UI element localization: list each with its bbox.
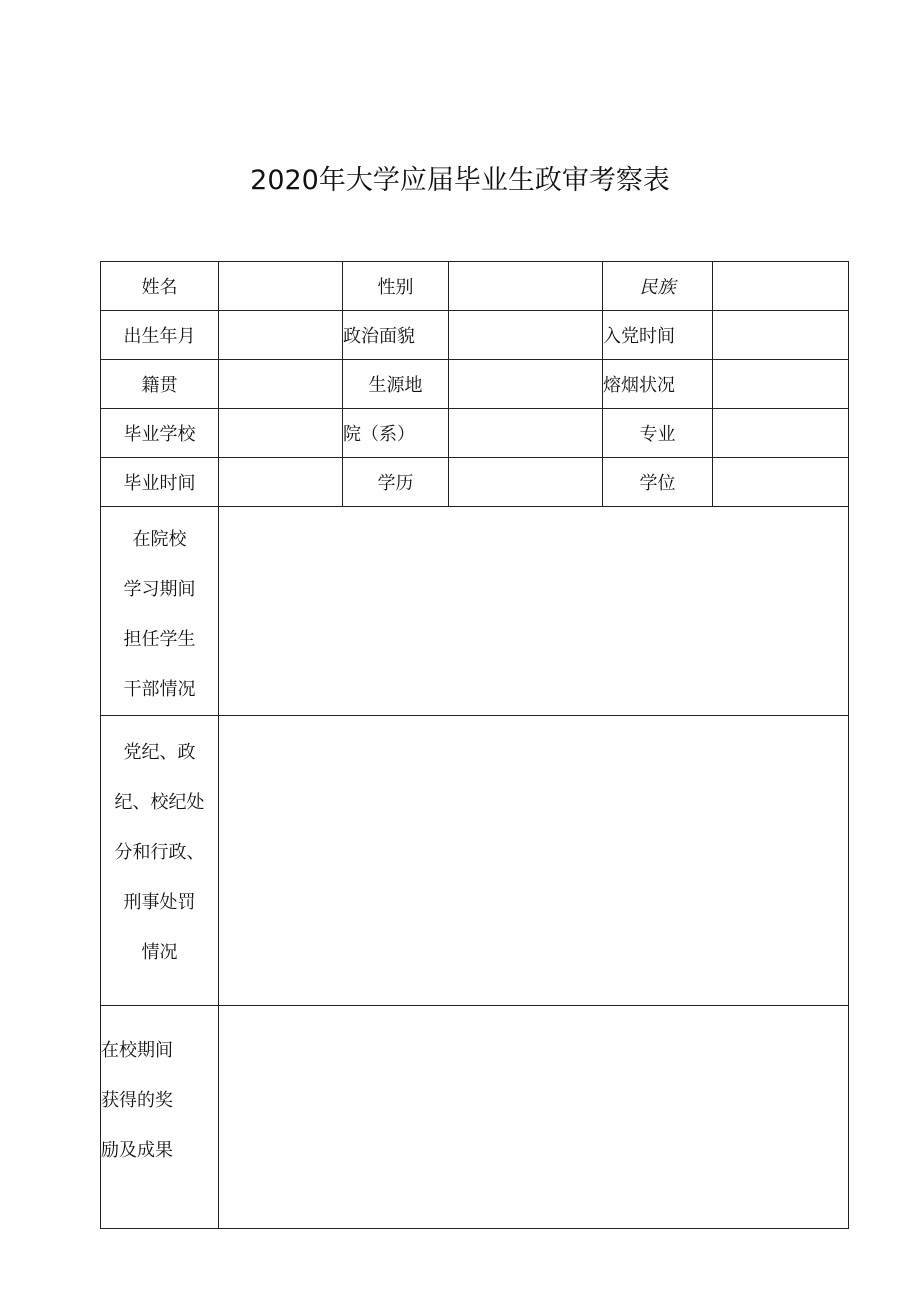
label-degree: 学位 (603, 458, 713, 507)
field-department[interactable] (449, 409, 603, 458)
field-student-cadre[interactable] (219, 507, 849, 716)
label-gender: 性别 (343, 262, 449, 311)
table-row (101, 311, 849, 360)
label-political-status: 政治面貌 (343, 311, 449, 360)
field-ethnicity[interactable] (713, 262, 849, 311)
label-school: 毕业学校 (101, 409, 219, 458)
field-party-join-date[interactable] (713, 311, 849, 360)
label-line: 情况 (141, 942, 178, 963)
table-row (101, 360, 849, 409)
field-disciplinary[interactable] (219, 716, 849, 1006)
label-disciplinary (101, 716, 219, 1006)
label-party-join-date: 入党时间 (603, 311, 713, 360)
field-origin[interactable] (449, 360, 603, 409)
table-row (101, 716, 849, 1006)
label-line: 学习期间 (123, 579, 196, 600)
label-awards (101, 1006, 219, 1229)
label-smoking-status: 熔烟状况 (603, 360, 713, 409)
field-birth-date[interactable] (219, 311, 343, 360)
table-row (101, 507, 849, 716)
field-degree[interactable] (713, 458, 849, 507)
field-gender[interactable] (449, 262, 603, 311)
field-graduation-date[interactable] (219, 458, 343, 507)
field-smoking-status[interactable] (713, 360, 849, 409)
label-native-place: 籍贯 (101, 360, 219, 409)
label-major: 专业 (603, 409, 713, 458)
field-native-place[interactable] (219, 360, 343, 409)
label-student-cadre (101, 507, 219, 716)
label-birth-date: 出生年月 (101, 311, 219, 360)
label-line: 党纪、政 (123, 742, 196, 763)
label-line: 获得的奖 (101, 1090, 173, 1111)
label-line: 在校期间 (101, 1040, 173, 1061)
label-name: 姓名 (101, 262, 219, 311)
label-origin: 生源地 (343, 360, 449, 409)
label-education: 学历 (343, 458, 449, 507)
label-line: 纪、校纪处 (114, 792, 205, 813)
label-ethnicity: 民族 (603, 262, 713, 311)
table-row (101, 409, 849, 458)
label-department: 院（系） (343, 409, 449, 458)
table-row (101, 1006, 849, 1229)
review-form-table (100, 261, 849, 1229)
field-education[interactable] (449, 458, 603, 507)
label-line: 在院校 (132, 529, 187, 550)
field-name[interactable] (219, 262, 343, 311)
label-line: 励及成果 (101, 1140, 173, 1161)
field-political-status[interactable] (449, 311, 603, 360)
form-title: 2020年大学应届毕业生政审考察表 (250, 165, 670, 196)
table-row (101, 262, 849, 311)
table-row (101, 458, 849, 507)
field-school[interactable] (219, 409, 343, 458)
label-graduation-date: 毕业时间 (101, 458, 219, 507)
label-line: 分和行政、 (114, 842, 205, 863)
field-awards[interactable] (219, 1006, 849, 1229)
label-line: 刑事处罚 (123, 892, 196, 913)
field-major[interactable] (713, 409, 849, 458)
label-line: 干部情况 (123, 679, 196, 700)
label-line: 担任学生 (123, 629, 196, 650)
